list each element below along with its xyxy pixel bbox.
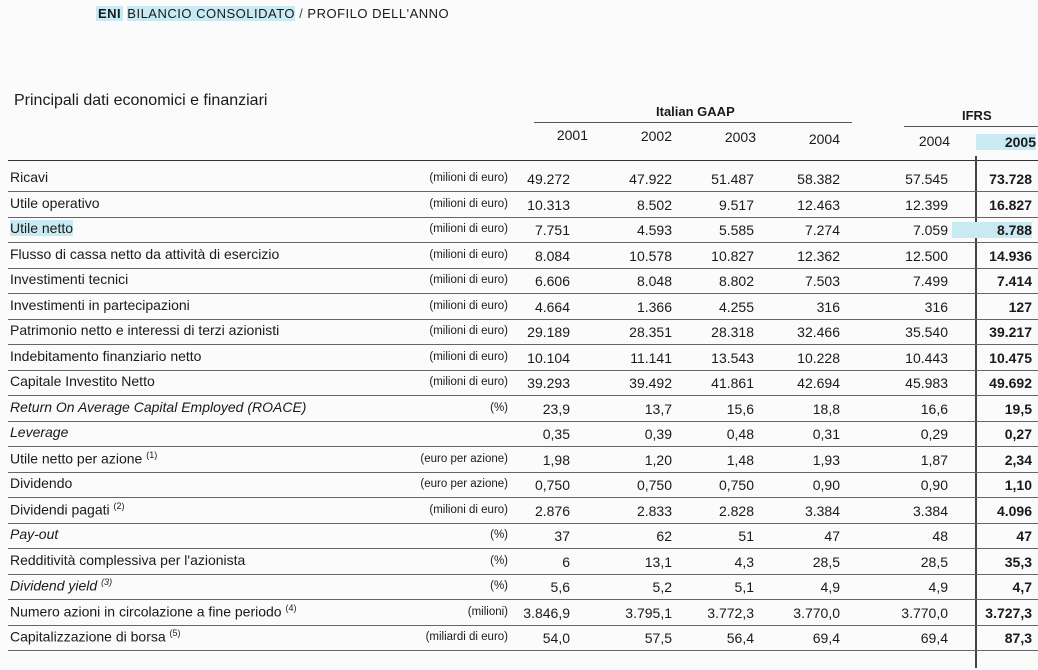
table-cell: 11.141: [630, 349, 672, 366]
table-cell: 13.543: [711, 349, 754, 366]
table-cell: 58.382: [797, 171, 840, 187]
table-cell: 127: [1008, 298, 1032, 315]
table-cell: 0,39: [644, 426, 672, 442]
table-cell: 1,87: [920, 451, 948, 468]
table-cell: 3.846,9: [523, 604, 570, 621]
table-cell: 39.293: [527, 375, 570, 391]
row-label-text: Dividendo: [10, 475, 73, 491]
table-cell: 1,10: [1004, 477, 1032, 493]
row-label-text: Return On Average Capital Employed (ROACE): [10, 398, 307, 415]
footnote-marker: (4): [285, 602, 297, 613]
table-cell: 39.492: [629, 375, 672, 391]
group-label-ifrs: IFRS: [962, 108, 992, 123]
table-cell: 4,7: [1012, 579, 1032, 595]
table-cell: 37: [554, 528, 570, 544]
table-cell: 2.833: [636, 502, 672, 519]
table-row: [8, 625, 1038, 651]
row-unit: (%): [490, 401, 508, 414]
table-cell: 4,9: [820, 579, 840, 595]
table-cell: 8.502: [636, 196, 672, 213]
table-cell: 28.351: [629, 324, 672, 340]
footnote-marker: (5): [169, 628, 181, 638]
table-cell: 5.585: [718, 222, 754, 238]
table-cell: 73.728: [989, 171, 1032, 187]
table-cell: 9.517: [718, 196, 754, 213]
row-label: [10, 169, 48, 185]
table-cell: 3.727,3: [985, 604, 1032, 621]
row-unit: (euro per azione): [420, 478, 508, 490]
table-cell: 13,1: [644, 553, 672, 570]
row-unit: (%): [490, 580, 508, 592]
row-unit: (milioni di euro): [429, 503, 508, 516]
table-cell: 49.692: [989, 375, 1032, 391]
table-cell: 316: [816, 298, 840, 315]
table-cell: 316: [924, 298, 948, 315]
table-cell: 5,1: [734, 579, 754, 595]
table-row: [8, 319, 1038, 345]
table-row: [8, 294, 1038, 320]
row-label: [10, 399, 306, 415]
table-cell: 3.795,1: [625, 604, 672, 621]
section-label: BILANCIO CONSOLIDATO: [127, 6, 296, 21]
table-row: [8, 370, 1038, 396]
table-row: [8, 192, 1038, 218]
table-cell: 3.770,0: [793, 604, 840, 621]
table-cell: 10.475: [989, 349, 1032, 366]
table-cell: 10.104: [527, 349, 570, 366]
table-cell: 3.384: [804, 502, 840, 519]
table-cell: 0,90: [920, 477, 948, 493]
row-label: [10, 271, 128, 287]
table-cell: 28,5: [920, 553, 948, 570]
table-cell: 54,0: [542, 630, 570, 646]
table-cell: 14.936: [989, 247, 1032, 264]
table-cell: 8.788: [952, 222, 1032, 238]
table-cell: 1,48: [726, 451, 754, 468]
group-line-ifrs: [904, 126, 1038, 127]
row-label: [10, 577, 112, 594]
table-cell: 57,5: [644, 630, 672, 646]
table-cell: 7.751: [534, 222, 570, 238]
row-label: [10, 246, 279, 262]
table-cell: 16,6: [920, 400, 948, 417]
table-row: [8, 523, 1038, 549]
table-cell: 0,750: [636, 477, 672, 493]
row-label: [10, 348, 201, 364]
table-cell: 47.922: [629, 171, 672, 187]
row-unit: (milioni di euro): [429, 172, 508, 184]
page-header: [96, 6, 449, 21]
row-unit: (miliardi di euro): [425, 631, 508, 643]
table-cell: 7.499: [912, 273, 948, 289]
row-label: [10, 526, 58, 542]
row-label: [10, 475, 72, 491]
table-cell: 3.772,3: [707, 604, 754, 621]
footnote-marker: (1): [146, 449, 158, 460]
table-cell: 4.593: [636, 222, 672, 238]
table-cell: 0,90: [812, 477, 840, 493]
row-label: [10, 501, 125, 518]
row-label-text: Utile netto per azione: [10, 450, 143, 467]
row-label-text: Patrimonio netto e interessi di terzi azionisti: [10, 322, 280, 338]
table-row: [8, 549, 1038, 575]
year-header: 2003: [724, 129, 756, 145]
table-cell: 0,750: [718, 477, 754, 493]
table-cell: 1,93: [812, 451, 840, 468]
table-cell: 42.694: [797, 375, 840, 391]
table-top-rule: [8, 160, 1038, 161]
table-cell: 47: [1016, 528, 1032, 544]
table-cell: 16.827: [989, 196, 1032, 213]
table-cell: 0,31: [812, 426, 840, 442]
table-cell: 0,750: [534, 477, 570, 493]
table-row: [8, 600, 1038, 626]
row-label-text: Dividendi pagati: [10, 501, 110, 518]
table-cell: 2.828: [718, 502, 754, 519]
table-cell: 39.217: [989, 324, 1032, 340]
table-cell: 2.876: [534, 502, 570, 519]
page-title: Principali dati economici e finanziari: [14, 92, 268, 109]
table-cell: 5,6: [550, 579, 570, 595]
table-row: [8, 268, 1038, 294]
group-label-gaap: Italian GAAP: [656, 104, 735, 119]
table-cell: 62: [656, 528, 672, 544]
table-row: [8, 396, 1038, 422]
table-cell: 15,6: [726, 400, 754, 417]
year-header: 2004: [918, 133, 950, 149]
year-header: 2002: [640, 128, 672, 144]
table-cell: 3.384: [912, 502, 948, 519]
table-cell: 49.272: [527, 171, 570, 187]
row-unit: (milioni): [467, 605, 508, 618]
row-label-text: Dividend yield: [10, 577, 98, 594]
row-label-text: Utile operativo: [10, 194, 100, 211]
table-cell: 35.540: [905, 324, 948, 340]
table-cell: 8.048: [636, 273, 672, 289]
table-cell: 0,27: [1004, 426, 1032, 442]
table-cell: 23,9: [542, 400, 570, 417]
table-cell: 7.059: [912, 222, 948, 238]
year-header: 2001: [556, 127, 588, 143]
table-cell: 57.545: [905, 171, 948, 187]
row-unit: (%): [490, 554, 508, 567]
table-cell: 4.255: [718, 298, 754, 315]
row-unit: (milioni di euro): [429, 350, 508, 363]
row-label-text: Capitale Investito Netto: [10, 373, 155, 389]
row-label-text: Investimenti tecnici: [10, 271, 129, 287]
table-row: [8, 243, 1038, 269]
table-cell: 7.503: [804, 273, 840, 289]
table-cell: 10.443: [905, 349, 948, 366]
row-label: [10, 628, 181, 645]
row-unit: (euro per azione): [420, 452, 508, 465]
table-cell: 18,8: [812, 400, 840, 417]
table-cell: 47: [824, 528, 840, 544]
table-cell: 5,2: [652, 579, 672, 595]
table-row: [8, 421, 1038, 447]
row-label: [10, 603, 296, 620]
table-cell: 0,35: [542, 426, 570, 442]
table-cell: 32.466: [797, 324, 840, 340]
table-cell: 41.861: [711, 375, 754, 391]
table-cell: 51.487: [711, 171, 754, 187]
table-cell: 6.606: [534, 273, 570, 289]
table-cell: 4.664: [534, 298, 570, 315]
table-cell: 12.399: [905, 196, 948, 213]
table-cell: 19,5: [1004, 400, 1032, 417]
table-cell: 7.414: [996, 273, 1032, 289]
group-line-gaap: [534, 122, 852, 123]
row-unit: (milioni di euro): [429, 299, 508, 312]
footnote-marker: (2): [113, 500, 125, 511]
brand-label: ENI: [98, 6, 122, 21]
row-unit: (milioni di euro): [429, 376, 508, 388]
table-cell: 56,4: [726, 630, 754, 646]
row-unit: (milioni di euro): [429, 248, 508, 261]
table-row: [8, 345, 1038, 371]
footnote-marker: (3): [101, 577, 113, 587]
table-cell: 29.189: [527, 324, 570, 340]
table-cell: 45.983: [905, 375, 948, 391]
row-label-text: Pay-out: [10, 526, 59, 542]
table-cell: 7.274: [804, 222, 840, 238]
row-unit: (milioni di euro): [429, 197, 508, 210]
header-separator: /: [299, 6, 304, 21]
table-row: [8, 217, 1038, 243]
table-cell: 0,29: [920, 426, 948, 442]
row-label: [10, 450, 157, 467]
table-cell: 10.578: [629, 247, 672, 264]
year-header: 2004: [808, 131, 840, 147]
row-label-text: Indebitamento finanziario netto: [10, 347, 202, 364]
table-cell: 13,7: [644, 400, 672, 417]
row-label-text: Redditività complessiva per l'azionista: [10, 551, 246, 568]
table-cell: 35,3: [1004, 553, 1032, 570]
table-row: [8, 447, 1038, 473]
table-cell: 12.463: [797, 196, 840, 213]
row-label-text: Capitalizzazione di borsa: [10, 628, 166, 645]
row-unit: (milioni di euro): [429, 325, 508, 337]
year-header-highlight: 2005: [976, 134, 1036, 150]
table-cell: 10.827: [711, 247, 754, 264]
row-label: [10, 552, 245, 568]
table-cell: 4,9: [928, 579, 948, 595]
table-cell: 48: [932, 528, 948, 544]
row-unit: (milioni di euro): [429, 223, 508, 235]
row-label: [10, 322, 279, 338]
table-row: [8, 166, 1038, 192]
row-label-text: Ricavi: [10, 169, 49, 185]
table-cell: 8.084: [534, 247, 570, 264]
table-cell: 51: [738, 528, 754, 544]
table-cell: 12.500: [905, 247, 948, 264]
table-cell: 4,3: [734, 553, 754, 570]
row-label: [10, 373, 155, 389]
table-cell: 1,20: [644, 451, 672, 468]
table-cell: 28.318: [711, 324, 754, 340]
row-label: [10, 424, 68, 440]
table-row: [8, 574, 1038, 600]
row-label-text: Investimenti in partecipazioni: [10, 296, 190, 313]
table-row: [8, 498, 1038, 524]
table-cell: 10.228: [797, 349, 840, 366]
table-row: [8, 472, 1038, 498]
table-cell: 0,48: [726, 426, 754, 442]
table-cell: 28,5: [812, 553, 840, 570]
row-label-text: Numero azioni in circolazione a fine periodo: [10, 603, 282, 620]
table-cell: 69,4: [920, 630, 948, 646]
subsection-label: PROFILO DELL'ANNO: [307, 6, 450, 21]
table-cell: 3.770,0: [901, 604, 948, 621]
row-label: [10, 220, 73, 236]
table-cell: 8.802: [718, 273, 754, 289]
table-cell: 69,4: [812, 630, 840, 646]
table-cell: 1,98: [542, 451, 570, 468]
table-cell: 6: [562, 553, 570, 570]
table-cell: 1.366: [636, 298, 672, 315]
table-cell: 12.362: [797, 247, 840, 264]
row-unit: (milioni di euro): [429, 274, 508, 286]
row-label: [10, 195, 100, 211]
row-label: [10, 297, 190, 313]
row-unit: (%): [490, 529, 508, 541]
table-cell: 2,34: [1004, 451, 1032, 468]
row-label-text: Utile netto: [10, 220, 74, 236]
table-cell: 10.313: [527, 196, 570, 213]
row-label-text: Leverage: [10, 424, 69, 440]
table-cell: 87,3: [1004, 630, 1032, 646]
row-label-text: Flusso di cassa netto da attività di esercizio: [10, 245, 280, 262]
table-cell: 4.096: [996, 502, 1032, 519]
